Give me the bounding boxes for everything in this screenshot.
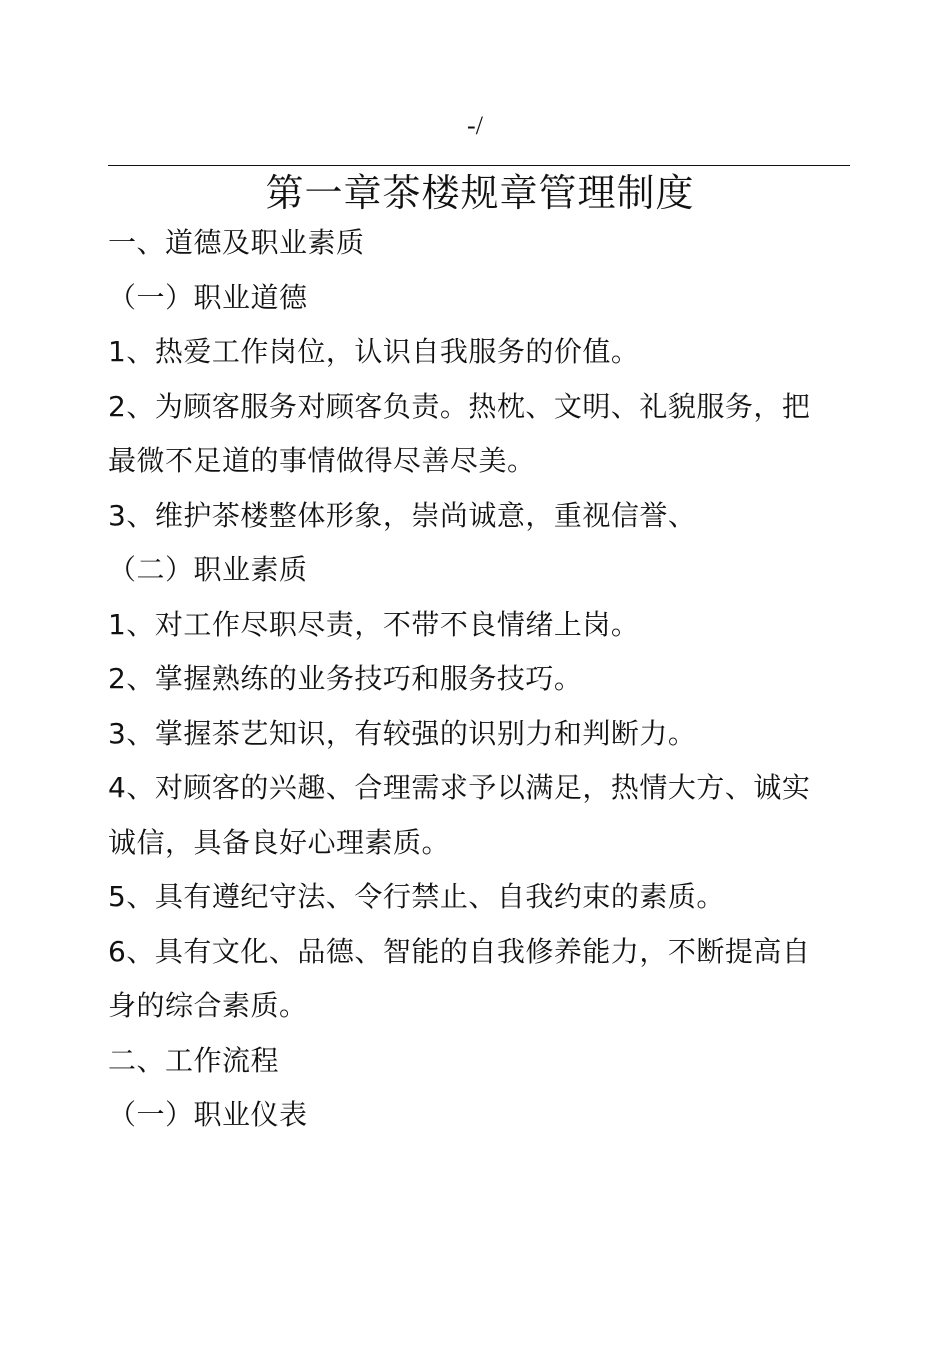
header-divider — [108, 165, 850, 166]
list-item-continuation: 诚信，具备良好心理素质。 — [108, 825, 451, 859]
list-item: 5、具有遵纪守法、令行禁止、自我约束的素质。 — [108, 880, 725, 913]
list-item: 1、对工作尽职尽责，不带不良情绪上岗。 — [108, 607, 640, 641]
document-title: 第一章茶楼规章管理制度 — [265, 171, 695, 215]
list-item-continuation: 最微不足道的事情做得尽善尽美。 — [108, 444, 536, 477]
document-body — [108, 216, 850, 1143]
section-heading: 一、道德及职业素质 — [108, 226, 365, 259]
list-item: 4、对顾客的兴趣、合理需求予以满足，热情大方、诚实 — [108, 771, 811, 804]
section-heading: 二、工作流程 — [108, 1043, 280, 1077]
subsection-heading: （二）职业素质 — [108, 553, 308, 586]
list-item: 2、为顾客服务对顾客负责。热枕、文明、礼貌服务，把 — [108, 389, 811, 423]
list-item: 1、热爱工作岗位，认识自我服务的价值。 — [108, 335, 640, 368]
list-item: 2、掌握熟练的业务技巧和服务技巧。 — [108, 662, 583, 695]
list-item-continuation: 身的综合素质。 — [108, 989, 308, 1022]
list-item: 3、维护茶楼整体形象，崇尚诚意，重视信誉、 — [108, 498, 697, 532]
subsection-heading: （一）职业仪表 — [108, 1098, 308, 1131]
list-item: 3、掌握茶艺知识，有较强的识别力和判断力。 — [108, 716, 697, 750]
list-item: 6、具有文化、品德、智能的自我修养能力，不断提高自 — [108, 934, 811, 968]
subsection-heading: （一）职业道德 — [108, 280, 308, 314]
page-header-mark: -/ — [467, 111, 483, 140]
